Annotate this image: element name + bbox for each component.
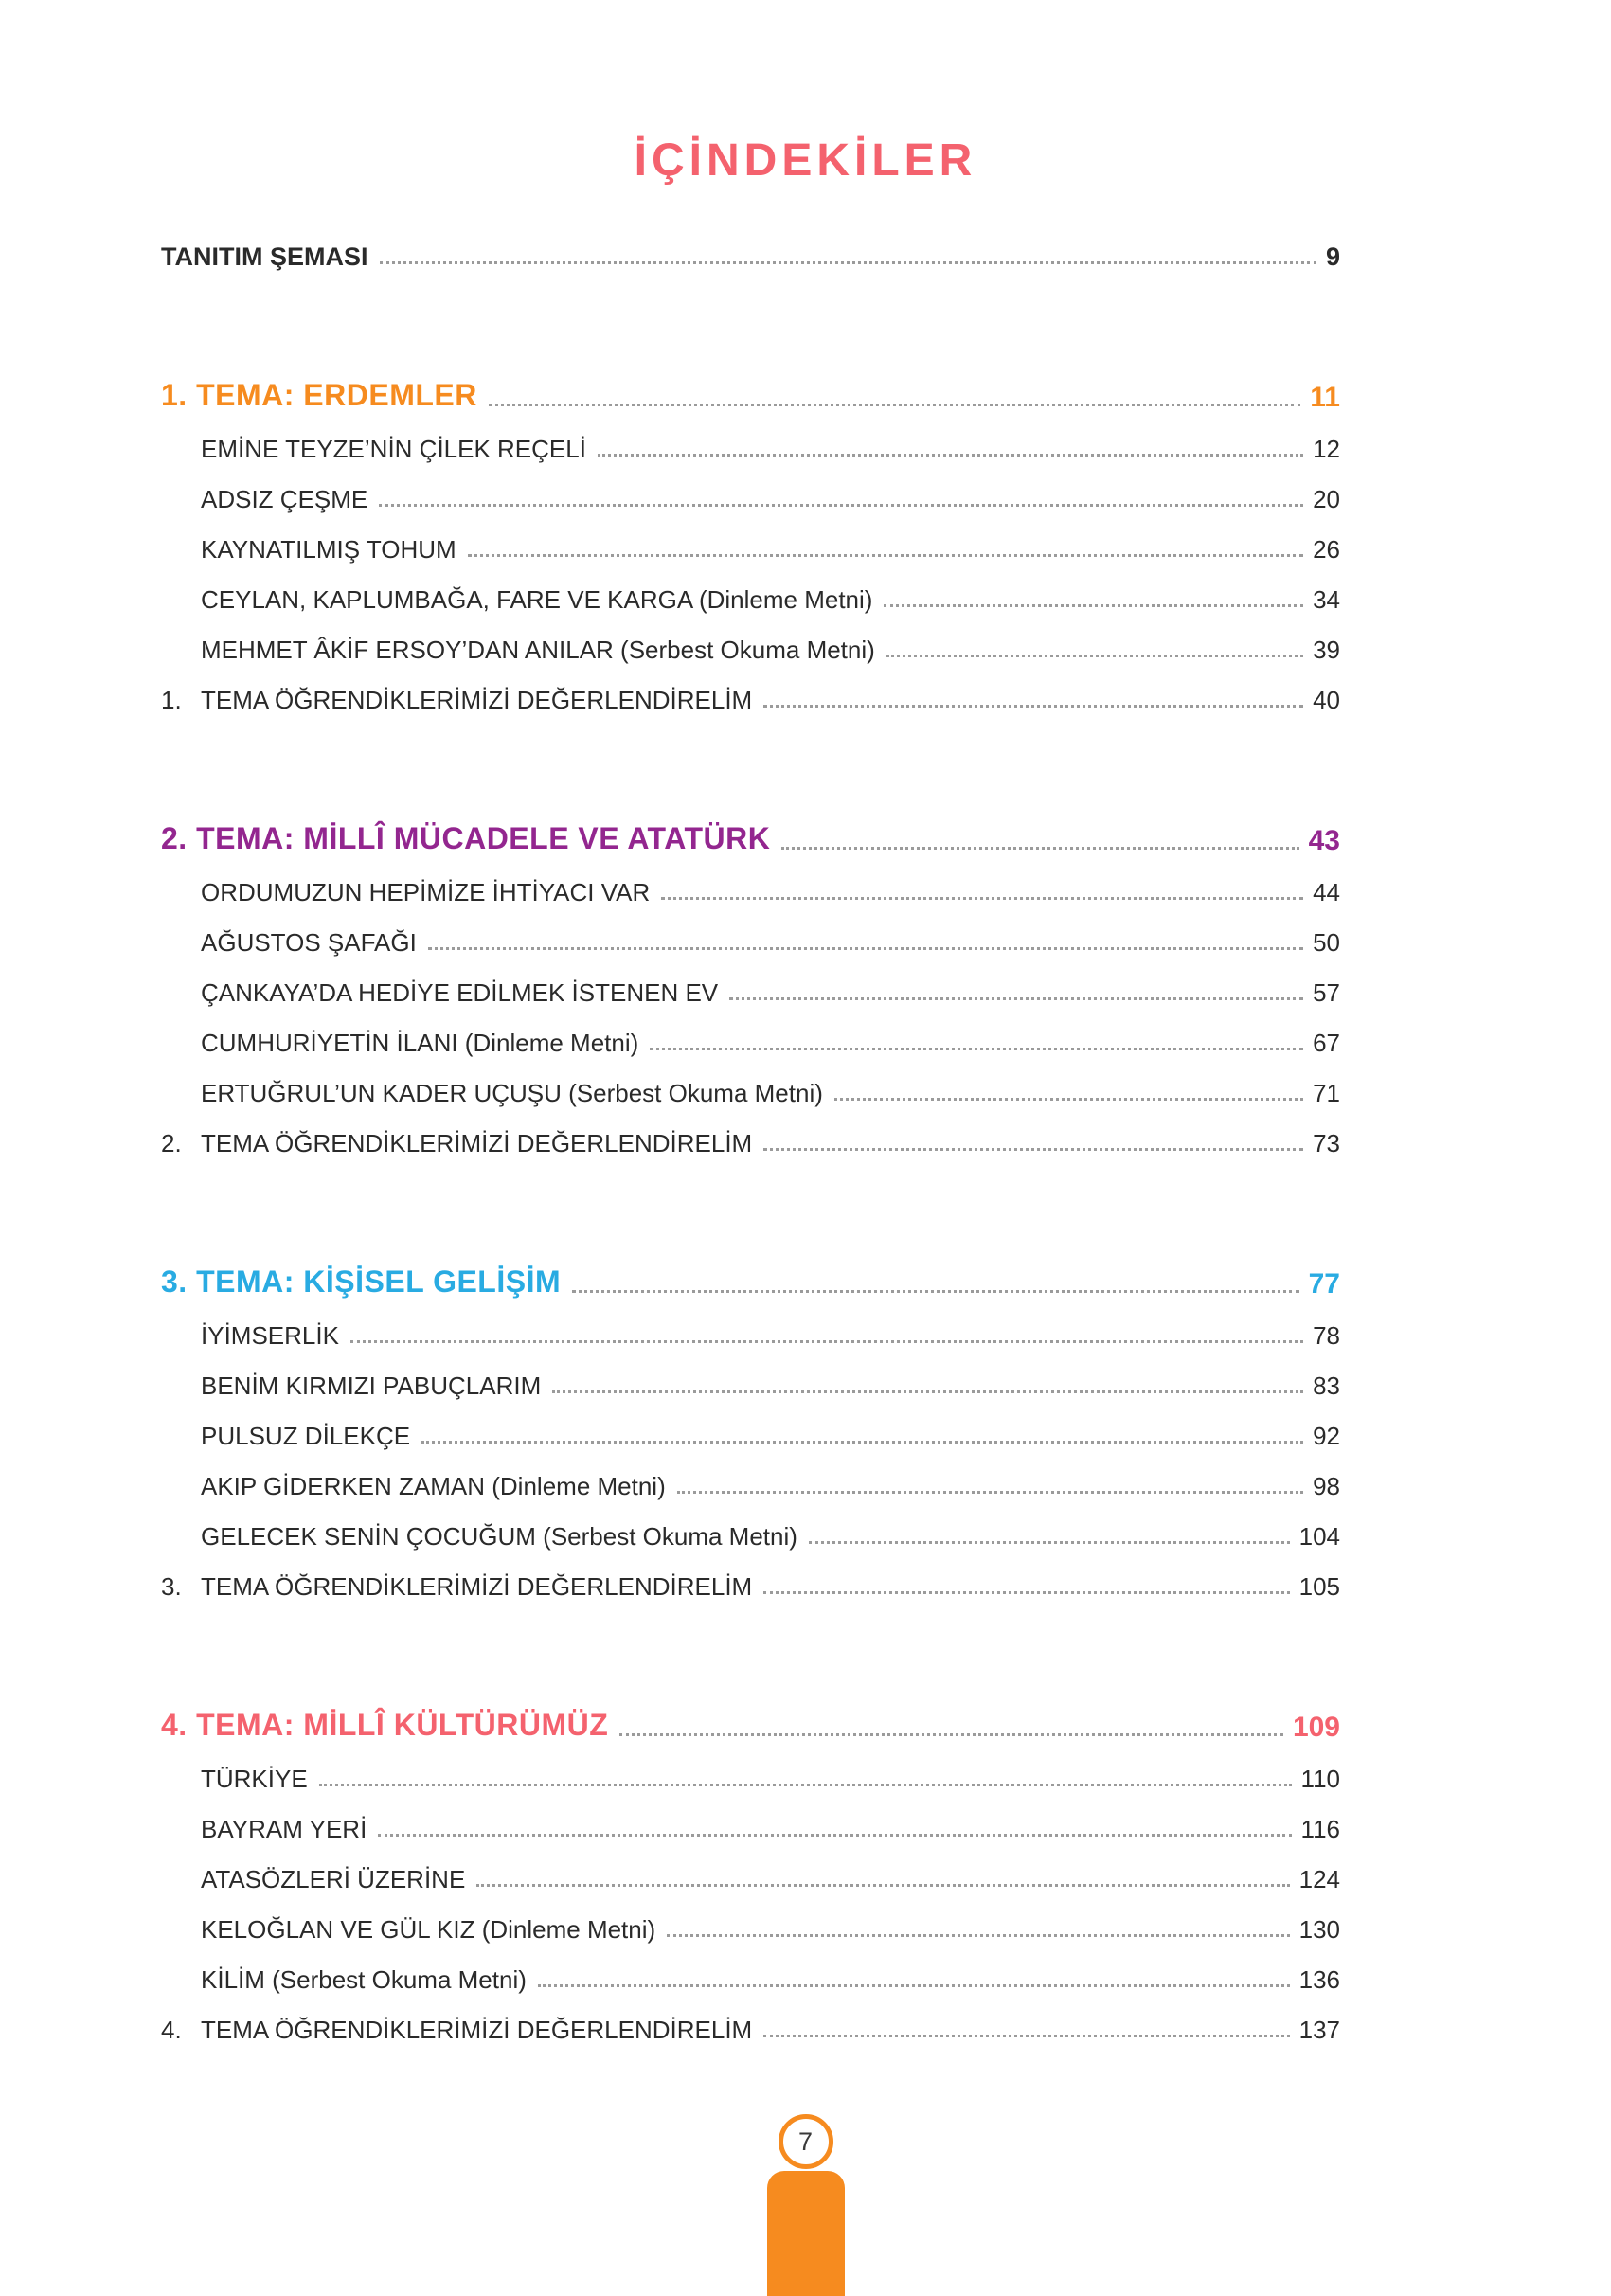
entry-label: TEMA ÖĞRENDİKLERİMİZİ DEĞERLENDİRELİM [201,685,753,714]
dot-leader [677,1491,1303,1494]
dot-leader [781,847,1298,850]
page-number-badge [779,2114,833,2169]
entry-page-number: 67 [1313,1028,1340,1057]
dot-leader [619,1733,1283,1736]
section-items [161,1742,1340,2043]
toc-section [161,1681,1340,2043]
entry-number: 4. [161,2015,182,2044]
section-heading-row [161,795,1340,855]
entry-label: KAYNATILMIŞ TOHUM [201,534,456,564]
toc-entry [201,1892,1340,1943]
dot-leader [667,1934,1289,1937]
section-heading-label: 3. TEMA: KİŞİSEL GELİŞİM [161,1265,562,1300]
section-page-number: 77 [1308,1267,1340,1300]
dot-leader [476,1884,1289,1887]
toc-entry [201,1056,1340,1106]
dot-leader [538,1984,1290,1987]
dot-leader [572,1290,1299,1293]
toc-entry [201,512,1340,563]
entry-page-number: 124 [1298,1864,1340,1893]
entry-page-number: 9 [1325,242,1340,271]
entry-label: ERTUĞRUL’UN KADER UÇUŞU (Serbest Okuma Metni) [201,1078,823,1107]
section-heading-label: 1. TEMA: ERDEMLER [161,378,477,413]
dot-leader [886,655,1303,657]
entry-label: KİLİM (Serbest Okuma Metni) [201,1964,527,1994]
entry-label: KELOĞLAN VE GÜL KIZ (Dinleme Metni) [201,1914,656,1944]
dot-leader [378,1834,1291,1837]
toc-entry [201,1349,1340,1399]
entry-page-number: 57 [1313,978,1340,1007]
entry-label: MEHMET ÂKİF ERSOY’DAN ANILAR (Serbest Okuma Metni) [201,635,875,664]
entry-label: AKIP GİDERKEN ZAMAN (Dinleme Metni) [201,1471,666,1500]
toc-entry [201,956,1340,1006]
section-heading-row [161,1681,1340,1742]
entry-label: TANITIM ŞEMASI [161,242,368,271]
dot-leader [350,1340,1303,1343]
entry-page-number: 104 [1298,1521,1340,1551]
toc-entry [201,1842,1340,1892]
section-items [161,1299,1340,1600]
entry-number: 1. [161,685,182,714]
entry-page-number: 39 [1313,635,1340,664]
entry-page-number: 137 [1298,2015,1340,2044]
toc-section [161,795,1340,1157]
entry-label: GELECEK SENİN ÇOCUĞUM (Serbest Okuma Metni) [201,1521,797,1551]
toc-entry [201,1742,1340,1792]
toc-entry [201,1399,1340,1449]
entry-page-number: 92 [1313,1421,1340,1450]
toc-entry [161,663,1340,714]
toc-sections [161,351,1340,2043]
entry-page-number: 73 [1313,1128,1340,1157]
dot-leader [661,897,1303,900]
dot-leader [763,1148,1303,1151]
entry-page-number: 83 [1313,1371,1340,1400]
toc-entry [201,1499,1340,1550]
toc-content [161,230,1340,2043]
dot-leader [809,1541,1290,1544]
toc-entry [201,1299,1340,1349]
entry-page-number: 12 [1313,434,1340,463]
toc-entry [201,906,1340,956]
section-heading-label: 4. TEMA: MİLLÎ KÜLTÜRÜMÜZ [161,1708,609,1743]
dot-leader [380,261,1316,264]
entry-label: EMİNE TEYZE’NİN ÇİLEK REÇELİ [201,434,586,463]
entry-page-number: 78 [1313,1320,1340,1350]
dot-leader [763,1591,1289,1594]
entry-page-number: 136 [1298,1964,1340,1994]
toc-entry [201,1006,1340,1056]
toc-entry [201,1449,1340,1499]
dot-leader [650,1048,1303,1050]
entry-label: BENİM KIRMIZI PABUÇLARIM [201,1371,542,1400]
page-tab [767,2171,845,2296]
toc-entry [201,1943,1340,1993]
entry-number: 2. [161,1128,182,1157]
dot-leader [763,705,1303,708]
dot-leader [763,2035,1289,2037]
dot-leader [421,1441,1303,1444]
entry-page-number: 26 [1313,534,1340,564]
entry-page-number: 71 [1313,1078,1340,1107]
toc-entry [201,563,1340,613]
dot-leader [598,454,1303,457]
entry-label: PULSUZ DİLEKÇE [201,1421,411,1450]
entry-page-number: 40 [1313,685,1340,714]
entry-page-number: 44 [1313,877,1340,906]
dot-leader [319,1784,1292,1786]
dot-leader [552,1390,1303,1393]
entry-label: ADSIZ ÇEŞME [201,484,368,513]
toc-entry [161,1550,1340,1601]
entry-page-number: 116 [1300,1814,1340,1843]
toc-entry [201,855,1340,906]
section-heading-label: 2. TEMA: MİLLÎ MÜCADELE VE ATATÜRK [161,821,771,856]
entry-label: AĞUSTOS ŞAFAĞI [201,927,417,957]
entry-label: CEYLAN, KAPLUMBAĞA, FARE VE KARGA (Dinleme Metni) [201,584,873,614]
toc-entry [201,613,1340,663]
entry-page-number: 50 [1313,927,1340,957]
dot-leader [379,504,1303,507]
entry-page-number: 130 [1298,1914,1340,1944]
entry-label: ORDUMUZUN HEPİMİZE İHTİYACI VAR [201,877,651,906]
toc-section [161,351,1340,713]
entry-label: TÜRKİYE [201,1764,308,1793]
entry-page-number: 105 [1298,1571,1340,1601]
section-page-number: 11 [1310,381,1340,413]
entry-page-number: 20 [1313,484,1340,513]
entry-label: TEMA ÖĞRENDİKLERİMİZİ DEĞERLENDİRELİM [201,1571,753,1601]
entry-page-number: 98 [1313,1471,1340,1500]
dot-leader [489,404,1300,406]
dot-leader [884,604,1303,607]
toc-entry [201,412,1340,462]
entry-number: 3. [161,1571,182,1601]
entry-label: ATASÖZLERİ ÜZERİNE [201,1864,466,1893]
section-items [161,412,1340,713]
section-page-number: 109 [1292,1711,1340,1743]
entry-label: İYİMSERLİK [201,1320,339,1350]
toc-entry [161,1106,1340,1157]
page-number: 7 [797,2126,814,2156]
dot-leader [729,997,1303,1000]
toc-entry [161,1993,1340,2044]
toc-entry-tanitim-semasi [161,230,1340,270]
entry-label: TEMA ÖĞRENDİKLERİMİZİ DEĞERLENDİRELİM [201,2015,753,2044]
entry-page-number: 110 [1300,1764,1340,1793]
toc-section [161,1238,1340,1600]
toc-entry [201,462,1340,512]
section-items [161,855,1340,1157]
dot-leader [428,947,1303,950]
entry-label: ÇANKAYA’DA HEDİYE EDİLMEK İSTENEN EV [201,978,719,1007]
entry-label: CUMHURİYETİN İLANI (Dinleme Metni) [201,1028,639,1057]
section-heading-row [161,351,1340,412]
entry-page-number: 34 [1313,584,1340,614]
section-page-number: 43 [1308,824,1340,856]
page-title: İÇİNDEKİLER [634,135,977,186]
dot-leader [468,554,1303,557]
section-heading-row [161,1238,1340,1299]
entry-label: TEMA ÖĞRENDİKLERİMİZİ DEĞERLENDİRELİM [201,1128,753,1157]
dot-leader [834,1098,1303,1101]
entry-label: BAYRAM YERİ [201,1814,367,1843]
toc-entry [201,1792,1340,1842]
